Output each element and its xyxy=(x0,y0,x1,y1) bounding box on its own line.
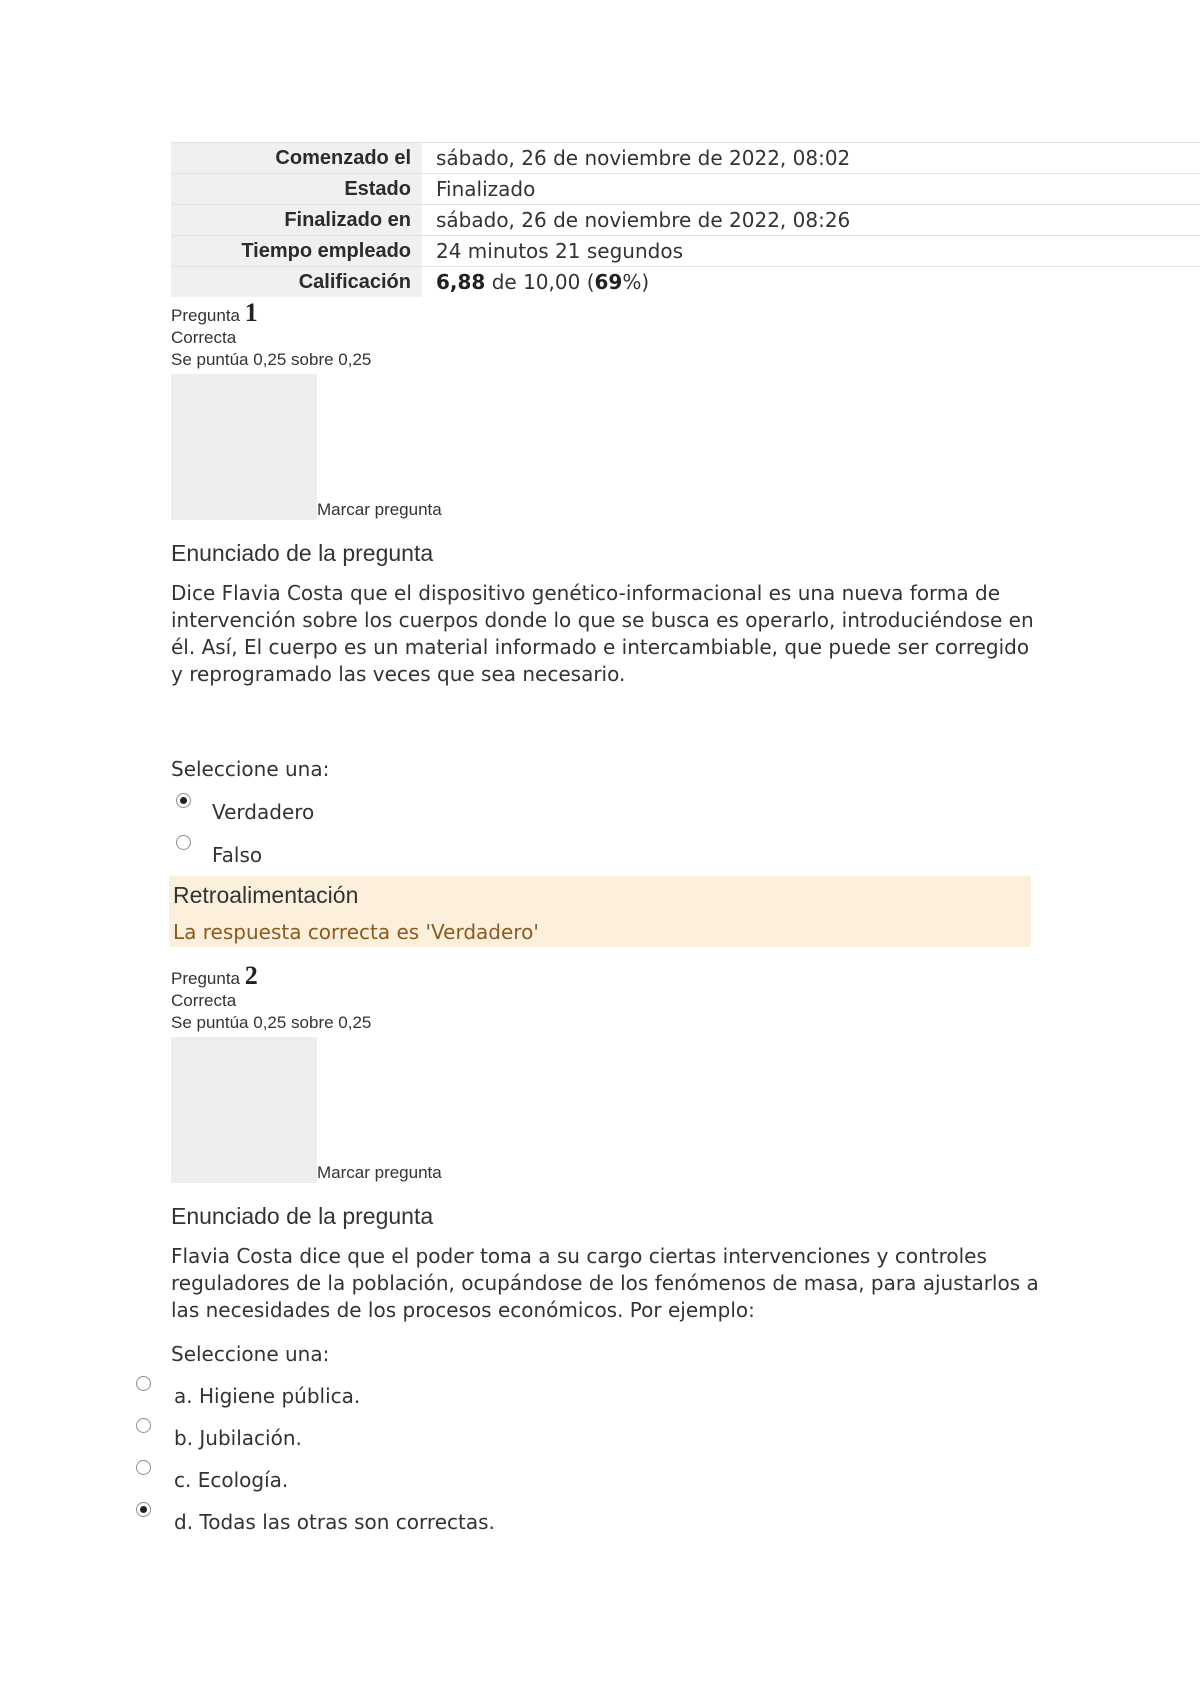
summary-row-grade xyxy=(171,267,1200,298)
summary-row-started xyxy=(171,143,1200,174)
option-label-b[interactable]: b. Jubilación. xyxy=(174,1426,302,1450)
summary-value: 24 minutos 21 segundos xyxy=(422,236,1200,267)
summary-label: Tiempo empleado xyxy=(171,236,422,267)
radio-option-c[interactable] xyxy=(136,1460,151,1475)
grade-mid: de 10,00 ( xyxy=(485,270,595,294)
flag-question-label[interactable]: Marcar pregunta xyxy=(317,1163,442,1182)
question-1-info xyxy=(171,298,372,371)
summary-value: sábado, 26 de noviembre de 2022, 08:26 xyxy=(422,205,1200,236)
feedback-title: Retroalimentación xyxy=(173,882,359,908)
grade-value xyxy=(422,267,1200,298)
flag-question-box[interactable] xyxy=(171,1037,317,1183)
radio-option-d[interactable] xyxy=(136,1502,151,1517)
summary-row-state xyxy=(171,174,1200,205)
summary-label: Calificación xyxy=(171,267,422,298)
question-number xyxy=(171,961,371,990)
summary-value: sábado, 26 de noviembre de 2022, 08:02 xyxy=(422,143,1200,174)
radio-verdadero[interactable] xyxy=(176,793,191,808)
feedback-text: La respuesta correcta es 'Verdadero' xyxy=(173,920,539,944)
question-heading: Enunciado de la pregunta xyxy=(171,540,434,566)
feedback-box xyxy=(169,876,1031,947)
radio-falso[interactable] xyxy=(176,835,191,850)
flag-question-box[interactable] xyxy=(171,374,317,520)
flag-question-label[interactable]: Marcar pregunta xyxy=(317,500,442,519)
question-state: Correcta xyxy=(171,991,237,1010)
question-prefix: Pregunta xyxy=(171,306,240,325)
attempt-summary-table xyxy=(171,142,1200,297)
question-text: Flavia Costa dice que el poder toma a su cargo ciertas intervenciones y controles reguladores de la población, ocupándose de los fenómenos de masa, para ajustarlos a las necesidades de los procesos económicos. Por ejemplo: xyxy=(171,1244,1039,1322)
question-number xyxy=(171,298,371,327)
grade-percent: 69 xyxy=(594,270,623,294)
grade-end: %) xyxy=(622,270,650,294)
option-label-verdadero[interactable]: Verdadero xyxy=(212,800,315,824)
question-mark: Se puntúa 0,25 sobre 0,25 xyxy=(171,350,372,369)
question-number-value: 1 xyxy=(244,298,258,327)
question-prefix: Pregunta xyxy=(171,969,240,988)
summary-label: Finalizado en xyxy=(171,205,422,236)
radio-option-a[interactable] xyxy=(136,1376,151,1391)
select-one-label: Seleccione una: xyxy=(171,757,330,781)
grade-score: 6,88 xyxy=(436,270,486,294)
summary-label: Comenzado el xyxy=(171,143,422,174)
select-one-label: Seleccione una: xyxy=(171,1342,330,1366)
summary-row-finished xyxy=(171,205,1200,236)
question-text: Dice Flavia Costa que el dispositivo genético-informacional es una nueva forma de intervención sobre los cuerpos donde lo que se busca es operarlo, introduciéndose en él. Así, El cuerpo es un material informado e intercambiable, que puede ser corregido y reprogramado las veces que sea necesario. xyxy=(171,581,1034,686)
summary-row-time-taken xyxy=(171,236,1200,267)
question-2-info xyxy=(171,961,372,1034)
option-label-c[interactable]: c. Ecología. xyxy=(174,1468,289,1492)
summary-value: Finalizado xyxy=(422,174,1200,205)
question-number-value: 2 xyxy=(244,961,258,990)
question-heading: Enunciado de la pregunta xyxy=(171,1203,434,1229)
option-label-a[interactable]: a. Higiene pública. xyxy=(174,1384,361,1408)
radio-option-b[interactable] xyxy=(136,1418,151,1433)
question-state: Correcta xyxy=(171,328,237,347)
option-label-d[interactable]: d. Todas las otras son correctas. xyxy=(174,1510,495,1534)
option-label-falso[interactable]: Falso xyxy=(212,843,263,867)
question-mark: Se puntúa 0,25 sobre 0,25 xyxy=(171,1013,372,1032)
summary-label: Estado xyxy=(171,174,422,205)
